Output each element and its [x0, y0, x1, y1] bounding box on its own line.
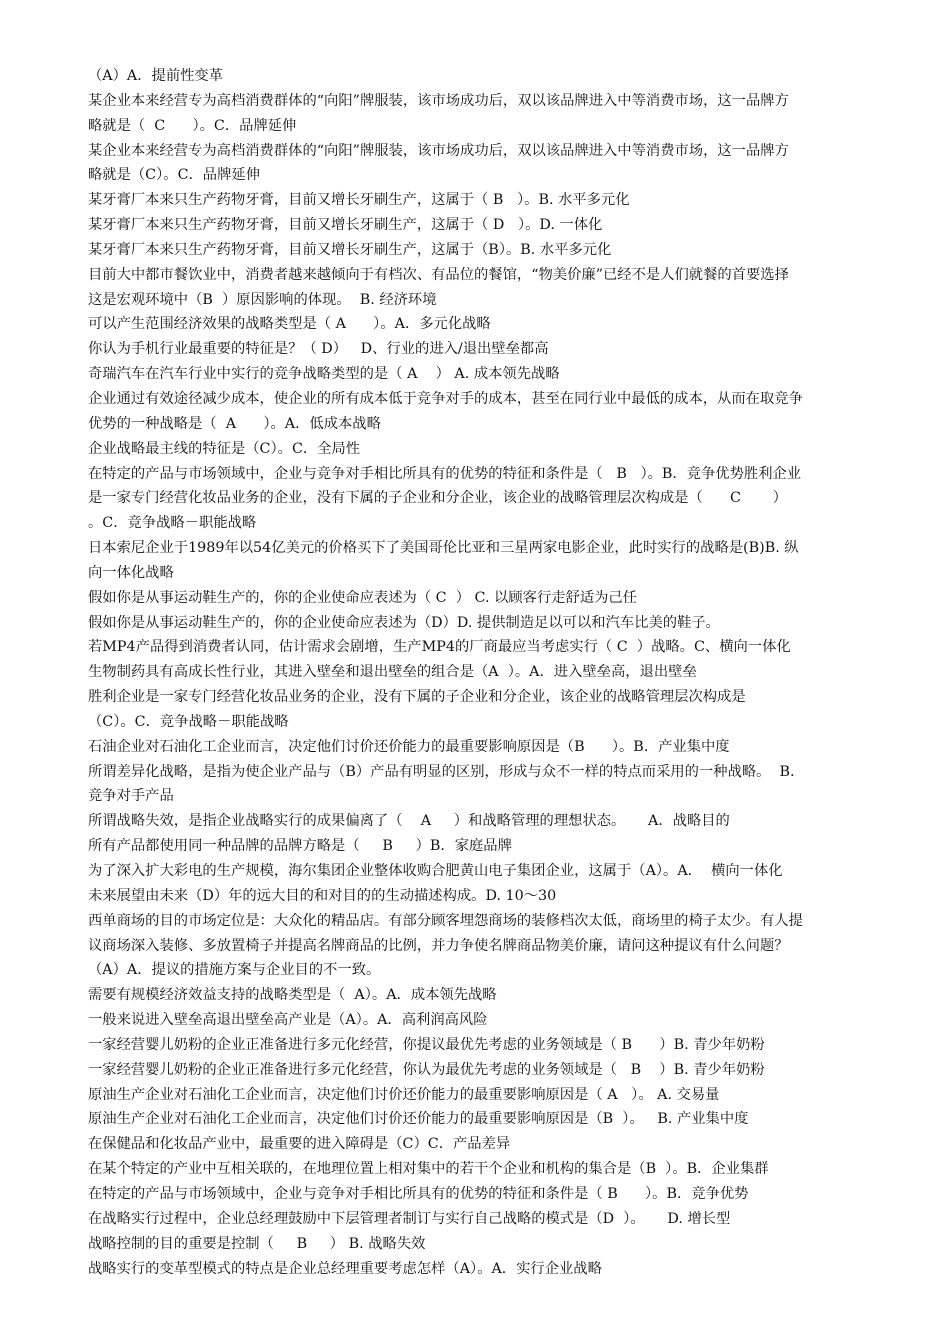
- text-line: 略就是（ C ）。C．品牌延伸: [88, 117, 297, 134]
- text-line: 所谓战略失效，是指企业战略实行的成果偏离了（ A ）和战略管理的理想状态。 A．战略目的: [88, 813, 730, 830]
- text-line: 为了深入扩大彩电的生产规模，海尔集团企业整体收购合肥黄山电子集团企业，这属于（A）。A． 横向一体化: [88, 863, 783, 879]
- text-line: 向一体化战略: [88, 564, 174, 581]
- text-line: 可以产生范围经济效果的战略类型是（ A ）。A．多元化战略: [88, 316, 491, 333]
- text-line: 。C．竞争战略－职能战略: [88, 515, 257, 532]
- text-line: 一家经营婴儿奶粉的企业正准备进行多元化经营，你提议最优先考虑的业务领域是（ B ）B. 青少年奶粉: [88, 1036, 765, 1053]
- text-line: 若MP4产品得到消费者认同，估计需求会剧增，生产MP4的厂商最应当考虑实行（ C ）战略。C、横向一体化: [88, 639, 791, 656]
- document-page: [88, 64, 896, 1281]
- text-line: 在战略实行过程中，企业总经理鼓励中下层管理者制订与实行自己战略的模式是（D ）。 D. 增长型: [88, 1210, 731, 1227]
- text-line: 优势的一种战略是（ A ）。A．低成本战略: [88, 415, 381, 432]
- text-line: 所有产品都使用同一种品牌的品牌方略是（ B ）B．家庭品牌: [88, 838, 512, 855]
- text-line: （A）A．提前性变革: [88, 68, 224, 84]
- text-line: 某企业本来经营专为高档消费群体的“向阳”牌服装，该市场成功后，双以该品牌进入中等消费市场，这一品牌方: [88, 92, 789, 109]
- text-line: 西单商场的目的市场定位是：大众化的精品店。有部分顾客埋怨商场的装修档次太低，商场里的椅子太少。有人提: [88, 912, 803, 929]
- text-line: 日本索尼企业于1989年以54亿美元的价格买下了美国哥伦比亚和三星两家电影企业，此时实行的战略是(B)B. 纵: [88, 540, 799, 557]
- text-line: 是一家专门经营化妆品业务的企业，没有下属的子企业和分企业，该企业的战略管理层次构成是（ C ）: [88, 490, 788, 507]
- text-line: 这是宏观环境中（B ）原因影响的体现。 B. 经济环境: [88, 291, 437, 308]
- text-line: 某牙膏厂本来只生产药物牙膏，目前又增长牙刷生产，这属于（ D ）。D. 一体化: [88, 217, 603, 234]
- text-line: 一般来说进入壁垒高退出壁垒高产业是（A）。A．高利润高风险: [88, 1012, 488, 1029]
- text-line: 略就是（C）。C．品牌延伸: [88, 167, 260, 184]
- text-line: 在某个特定的产业中互相关联的，在地理位置上相对集中的若干个企业和机构的集合是（B ）。B．企业集群: [88, 1161, 769, 1178]
- text-line: 企业通过有效途径减少成本，使企业的所有成本低于竞争对手的成本，甚至在同行业中最低的成本，从而在取竞争: [88, 390, 803, 407]
- text-line: （C）。C．竞争战略－职能战略: [88, 713, 289, 730]
- text-line: 在保健品和化妆品产业中，最重要的进入障碍是（C）C．产品差异: [88, 1136, 511, 1153]
- text-line: 所谓差异化战略，是指为使企业产品与（B）产品有明显的区别，形成与众不一样的特点而采用的一种战略。 B.: [88, 763, 795, 780]
- text-line: 胜利企业是一家专门经营化妆品业务的企业，没有下属的子企业和分企业，该企业的战略管理层次构成是: [88, 689, 746, 706]
- text-line: 在特定的产品与市场领域中，企业与竞争对手相比所具有的优势的特征和条件是（ B ）。B．竞争优势胜利企业: [88, 465, 802, 482]
- text-line: 原油生产企业对石油化工企业而言，决定他们讨价还价能力的最重要影响原因是（ A ）。 A. 交易量: [88, 1086, 720, 1103]
- text-line: 一家经营婴儿奶粉的企业正准备进行多元化经营，你认为最优先考虑的业务领域是（ B ）B. 青少年奶粉: [88, 1061, 765, 1078]
- text-line: 某企业本来经营专为高档消费群体的“向阳”牌服装，该市场成功后，双以该品牌进入中等消费市场，这一品牌方: [88, 142, 789, 159]
- text-line: 议商场深入装修、多放置椅子并提高名牌商品的比例，并力争使名牌商品物美价廉，请问这种提议有什么问题？: [88, 937, 789, 954]
- text-line: 某牙膏厂本来只生产药物牙膏，目前又增长牙刷生产，这属于（B）。B. 水平多元化: [88, 241, 612, 258]
- text-line: 你认为手机行业最重要的特征是？（ D） D、行业的进入/退出壁垒都高: [88, 341, 549, 358]
- text-line: 在特定的产品与市场领域中，企业与竞争对手相比所具有的优势的特征和条件是（ B ）。B．竞争优势: [88, 1185, 749, 1202]
- text-line: 战略控制的目的重要是控制（ B ） B. 战略失效: [88, 1235, 426, 1252]
- text-line: 假如你是从事运动鞋生产的，你的企业使命应表述为（ C ） C. 以顾客行走舒适为己任: [88, 589, 638, 606]
- text-line: 生物制药具有高成长性行业，其进入壁垒和退出壁垒的组合是（A ）。A．进入壁垒高，退出壁垒: [88, 664, 697, 681]
- text-line: 原油生产企业对石油化工企业而言，决定他们讨价还价能力的最重要影响原因是（B ）。 B. 产业集中度: [88, 1111, 749, 1128]
- text-line: 石油企业对石油化工企业而言，决定他们讨价还价能力的最重要影响原因是（B ）。B．产业集中度: [88, 738, 730, 755]
- text-line: 未来展望由未来（D）年的远大目的和对目的的生动描述构成。D. 10～30: [88, 887, 557, 904]
- text-line: 战略实行的变革型模式的特点是企业总经理重要考虑怎样（A）。A．实行企业战略: [88, 1260, 602, 1277]
- text-line: 某牙膏厂本来只生产药物牙膏，目前又增长牙刷生产，这属于（ B ）。B. 水平多元化: [88, 192, 630, 209]
- text-line: 竞争对手产品: [88, 788, 174, 805]
- text-line: （A）A．提议的措施方案与企业目的不一致。: [88, 962, 381, 979]
- text-line: 奇瑞汽车在汽车行业中实行的竞争战略类型的是（ A ） A. 成本领先战略: [88, 366, 560, 383]
- text-line: 企业战略最主线的特征是（C）。C．全局性: [88, 440, 361, 457]
- text-line: 目前大中都市餐饮业中，消费者越来越倾向于有档次、有品位的餐馆，“物美价廉”已经不是人们就餐的首要选择: [88, 266, 789, 283]
- text-line: 假如你是从事运动鞋生产的，你的企业使命应表述为（D）D. 提供制造足以可以和汽车比美的鞋子。: [88, 614, 720, 631]
- text-line: 需要有规模经济效益支持的战略类型是（ A）。A．成本领先战略: [88, 987, 497, 1004]
